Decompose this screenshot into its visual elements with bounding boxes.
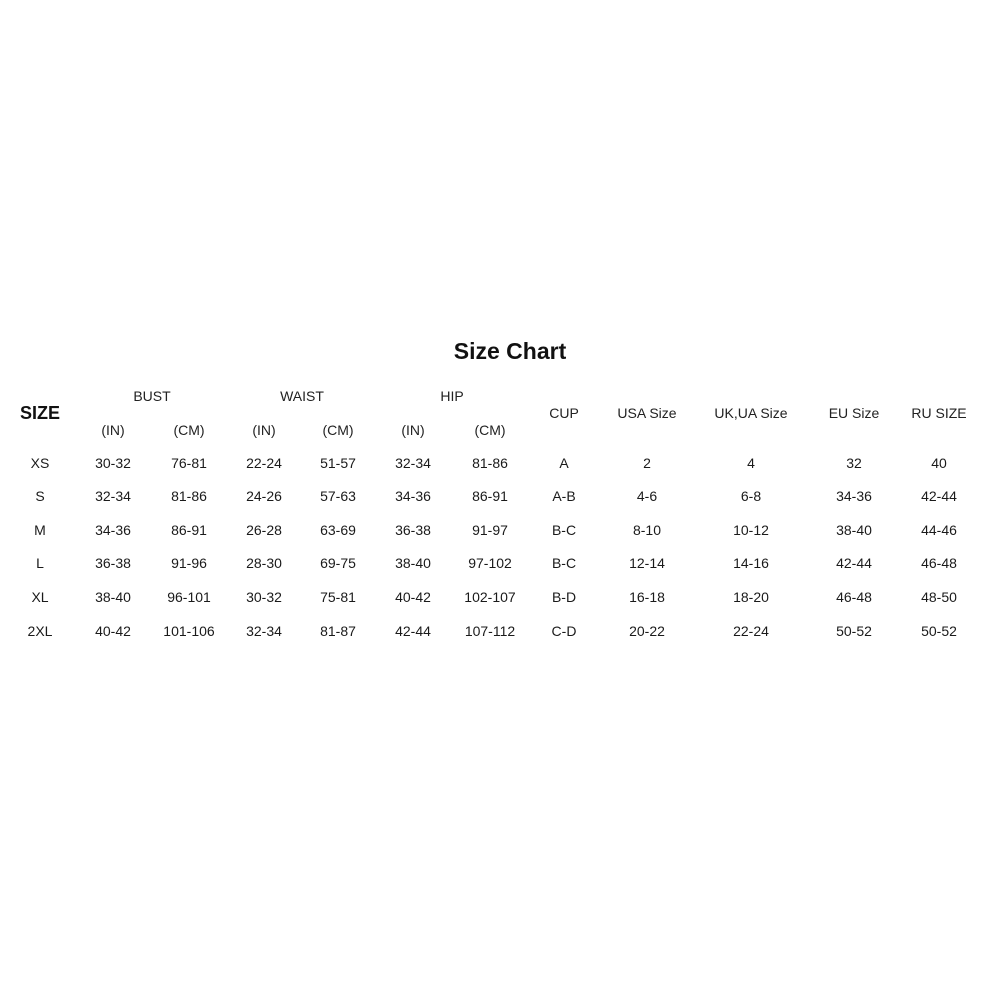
usa-size-cell: 16-18 [629,589,665,605]
hip-in-cell: 36-38 [395,522,431,538]
hip-cm-cell: 97-102 [468,555,512,571]
hip-in-cell: 40-42 [395,589,431,605]
size-label: S [35,488,45,504]
hip-cm-subheader: (CM) [474,422,506,438]
waist-in-subheader: (IN) [252,422,276,438]
uk-ua-size-cell: 14-16 [733,555,769,571]
ru-size-cell: 48-50 [921,589,957,605]
size-header: SIZE [19,403,61,423]
ru-size-cell: 40 [931,455,947,471]
ru-size-cell: 44-46 [921,522,957,538]
hip-in-cell: 42-44 [395,623,431,639]
waist-cm-cell: 51-57 [320,455,356,471]
cup-cell: A [559,455,569,471]
uk-ua-size-cell: 4 [747,455,755,471]
cup-cell: B-D [551,589,577,605]
bust-in-subheader: (IN) [101,422,125,438]
usa-size-header: USA Size [617,405,677,421]
bust-in-cell: 34-36 [95,522,131,538]
cup-cell: A-B [552,488,576,504]
waist-in-cell: 22-24 [246,455,282,471]
bust-in-cell: 32-34 [95,488,131,504]
bust-cm-cell: 96-101 [167,589,211,605]
waist-header: WAIST [280,388,324,404]
cup-cell: B-C [551,555,577,571]
eu-size-cell: 32 [846,455,862,471]
bust-in-cell: 40-42 [95,623,131,639]
eu-size-cell: 46-48 [836,589,872,605]
hip-cm-cell: 86-91 [472,488,508,504]
usa-size-cell: 4-6 [636,488,658,504]
bust-cm-cell: 86-91 [171,522,207,538]
size-label: 2XL [27,623,53,639]
size-label: L [36,555,44,571]
usa-size-cell: 12-14 [629,555,665,571]
waist-cm-cell: 69-75 [320,555,356,571]
waist-cm-subheader: (CM) [322,422,354,438]
waist-cm-cell: 63-69 [320,522,356,538]
uk-ua-size-cell: 22-24 [733,623,769,639]
eu-size-cell: 42-44 [836,555,872,571]
uk-ua-size-cell: 10-12 [733,522,769,538]
ru-size-header: RU SIZE [911,405,967,421]
size-label: XS [30,455,50,471]
bust-cm-cell: 101-106 [163,623,215,639]
eu-size-cell: 34-36 [836,488,872,504]
size-label: M [34,522,46,538]
usa-size-cell: 2 [643,455,651,471]
cup-cell: B-C [551,522,577,538]
usa-size-cell: 20-22 [629,623,665,639]
waist-cm-cell: 57-63 [320,488,356,504]
bust-header: BUST [133,388,171,404]
hip-header: HIP [440,388,464,404]
hip-in-subheader: (IN) [401,422,425,438]
hip-in-cell: 38-40 [395,555,431,571]
ru-size-cell: 46-48 [921,555,957,571]
usa-size-cell: 8-10 [632,522,662,538]
eu-size-cell: 50-52 [836,623,872,639]
hip-cm-cell: 91-97 [472,522,508,538]
bust-cm-subheader: (CM) [173,422,205,438]
waist-in-cell: 32-34 [246,623,282,639]
bust-cm-cell: 76-81 [171,455,207,471]
uk-ua-size-cell: 6-8 [740,488,762,504]
waist-in-cell: 26-28 [246,522,282,538]
hip-cm-cell: 107-112 [464,623,516,639]
waist-cm-cell: 81-87 [320,623,356,639]
uk-ua-size-header: UK,UA Size [714,405,788,421]
hip-in-cell: 34-36 [395,488,431,504]
bust-in-cell: 38-40 [95,589,131,605]
bust-in-cell: 36-38 [95,555,131,571]
hip-cm-cell: 102-107 [464,589,516,605]
ru-size-cell: 50-52 [921,623,957,639]
ru-size-cell: 42-44 [921,488,957,504]
cup-cell: C-D [551,623,577,639]
bust-cm-cell: 81-86 [171,488,207,504]
uk-ua-size-cell: 18-20 [733,589,769,605]
waist-cm-cell: 75-81 [320,589,356,605]
page-title: Size Chart [453,338,567,364]
hip-in-cell: 32-34 [395,455,431,471]
size-label: XL [31,589,49,605]
hip-cm-cell: 81-86 [472,455,508,471]
bust-cm-cell: 91-96 [171,555,207,571]
waist-in-cell: 28-30 [246,555,282,571]
waist-in-cell: 24-26 [246,488,282,504]
eu-size-header: EU Size [828,405,880,421]
bust-in-cell: 30-32 [95,455,131,471]
eu-size-cell: 38-40 [836,522,872,538]
cup-header: CUP [549,405,579,421]
waist-in-cell: 30-32 [246,589,282,605]
